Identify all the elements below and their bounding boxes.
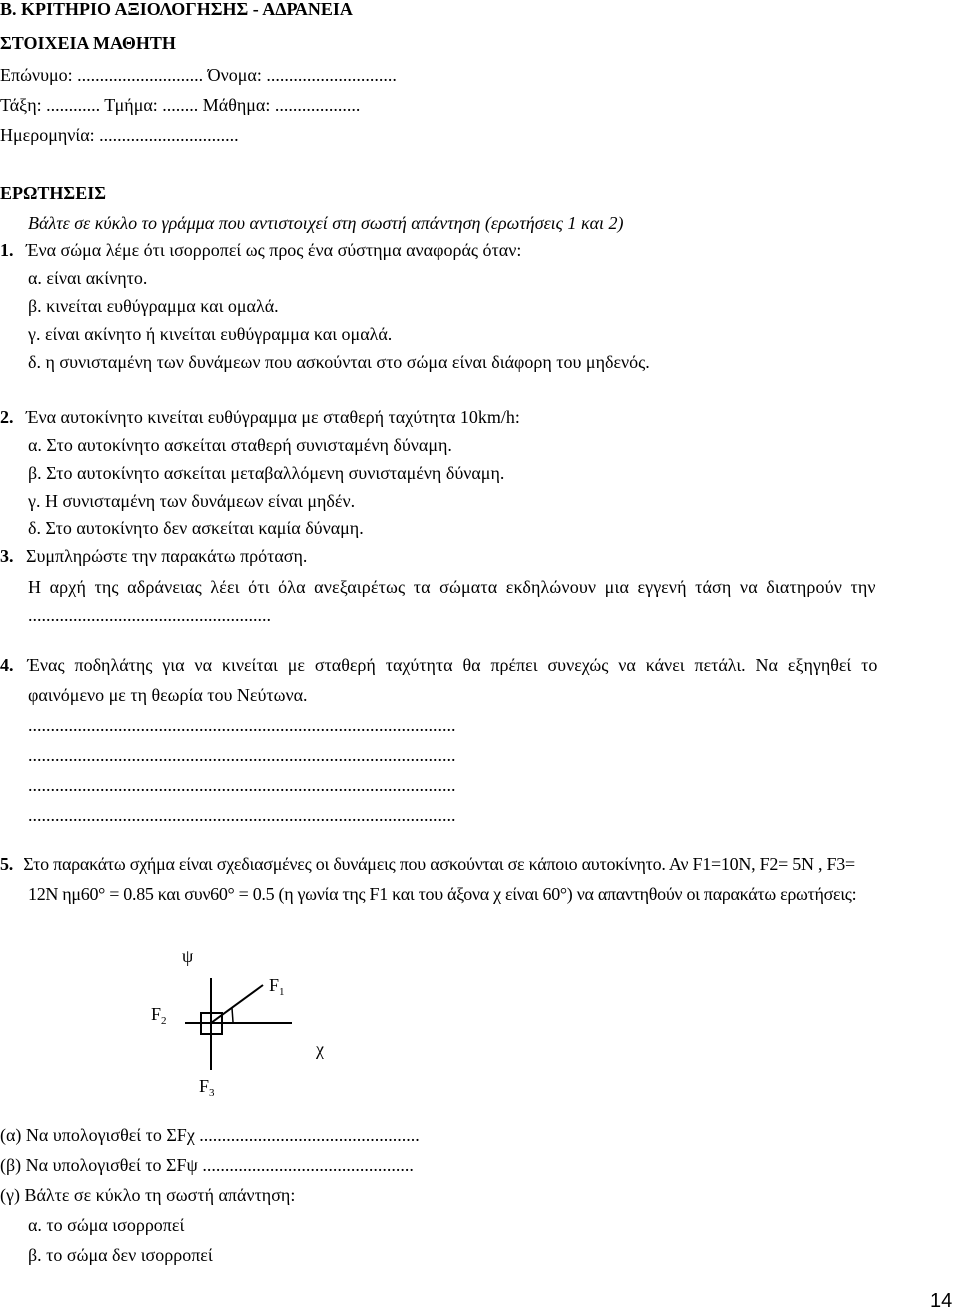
q2-option-c: γ. Η συνισταμένη των δυνάμεων είναι μηδέν. xyxy=(28,491,356,511)
y-axis-label: ψ xyxy=(182,946,194,966)
question-2-text: Ένα αυτοκίνητο κινείται ευθύγραμμα με σταθερή ταχύτητα 10km/h: xyxy=(26,407,520,427)
f3-label: $F_3$ xyxy=(199,1076,215,1099)
instruction-text: Βάλτε σε κύκλο το γράμμα που αντιστοιχεί στη σωστή απάντηση (ερωτήσεις 1 και 2) xyxy=(28,213,624,233)
q3-blank: ...................................................... xyxy=(28,605,271,625)
question-4-text-line2: φαινόμενο με τη θεωρία του Νεύτωνα. xyxy=(28,685,308,705)
question-4-text-line1: Ένας ποδηλάτης για να κινείται με σταθερή ταχύτητα θα πρέπει συνεχώς να κάνει πετάλι. Να εξηγηθεί το xyxy=(27,655,878,675)
q4-answer-line: ............................................................................................... xyxy=(28,745,456,765)
q4-answer-line: ............................................................................................... xyxy=(28,775,456,795)
question-4 xyxy=(0,654,877,676)
q1-option-a: α. είναι ακίνητο. xyxy=(28,268,148,288)
q1-option-c: γ. είναι ακίνητο ή κινείται ευθύγραμμα και ομαλά. xyxy=(28,324,393,344)
q3-sentence: Η αρχή της αδράνειας λέει ότι όλα ανεξαιρέτως τα σώματα εκδηλώνουν μια εγγενή τάση να διατηρούν την xyxy=(28,577,876,597)
questions-header: ΕΡΩΤΗΣΕΙΣ xyxy=(0,183,106,203)
angle-mark xyxy=(232,1008,233,1022)
question-1-number: 1. xyxy=(0,240,14,260)
question-5 xyxy=(0,853,855,875)
class-field-line: Τάξη: ............ Τμήμα: ........ Μάθημα: ................... xyxy=(0,95,361,115)
f2-label: $F_2$ xyxy=(151,1004,167,1027)
question-3 xyxy=(0,545,307,567)
question-1-text: Ένα σώμα λέμε ότι ισορροπεί ως προς ένα σύστημα αναφοράς όταν: xyxy=(26,240,522,260)
x-axis-label: χ xyxy=(316,1039,324,1059)
f1-vector xyxy=(211,985,263,1023)
q5-choice-b: β. το σώμα δεν ισορροπεί xyxy=(28,1245,213,1265)
question-5-text-line2: 12N ημ60° = 0.85 και συν60° = 0.5 (η γωνία της F1 και του άξονα χ είναι 60°) να απαντηθούν οι παρακάτω ερωτήσεις: xyxy=(28,884,857,904)
q4-answer-line: ............................................................................................... xyxy=(28,715,456,735)
body-square xyxy=(201,1013,222,1034)
question-2-number: 2. xyxy=(0,407,14,427)
question-2 xyxy=(0,406,520,428)
question-5-number: 5. xyxy=(0,854,13,874)
q2-option-b: β. Στο αυτοκίνητο ασκείται μεταβαλλόμενη συνισταμένη δύναμη. xyxy=(28,463,505,483)
f1-label: $F_1$ xyxy=(269,975,285,998)
question-4-number: 4. xyxy=(0,655,14,675)
q4-answer-line: ............................................................................................... xyxy=(28,805,456,825)
date-field-line: Ημερομηνία: ............................... xyxy=(0,125,239,145)
surname-field-line: Επώνυμο: ............................ Όνομα: ............................. xyxy=(0,65,397,85)
student-section-title: ΣΤΟΙΧΕΙΑ ΜΑΘΗΤΗ xyxy=(0,33,176,53)
question-3-number: 3. xyxy=(0,546,14,566)
question-3-text: Συμπληρώστε την παρακάτω πρόταση. xyxy=(26,546,308,566)
q5-sub-a: (α) Να υπολογισθεί το ΣFχ ................................................. xyxy=(0,1125,420,1145)
q5-sub-c: (γ) Βάλτε σε κύκλο τη σωστή απάντηση: xyxy=(0,1185,296,1205)
q5-choice-a: α. το σώμα ισορροπεί xyxy=(28,1215,185,1235)
question-5-text-line1: Στο παρακάτω σχήμα είναι σχεδιασμένες οι δυνάμεις που ασκούνται σε κάποιο αυτοκίνητο. Αν F1=10N, F2= 5N , F3= xyxy=(23,854,855,874)
question-1 xyxy=(0,239,521,261)
q2-option-a: α. Στο αυτοκίνητο ασκείται σταθερή συνισταμένη δύναμη. xyxy=(28,435,452,455)
q5-sub-b: (β) Να υπολογισθεί το ΣFψ ............................................... xyxy=(0,1155,414,1175)
q1-option-b: β. κινείται ευθύγραμμα και ομαλά. xyxy=(28,296,279,316)
page-number: 14 xyxy=(930,1290,953,1312)
page-title: Β. ΚΡΙΤΗΡΙΟ ΑΞΙΟΛΟΓΗΣΗΣ - ΑΔΡΑΝΕΙΑ xyxy=(0,0,353,19)
q1-option-d: δ. η συνισταμένη των δυνάμεων που ασκούνται στο σώμα είναι διάφορη του μηδενός. xyxy=(28,352,650,372)
q2-option-d: δ. Στο αυτοκίνητο δεν ασκείται καμία δύναμη. xyxy=(28,518,364,538)
